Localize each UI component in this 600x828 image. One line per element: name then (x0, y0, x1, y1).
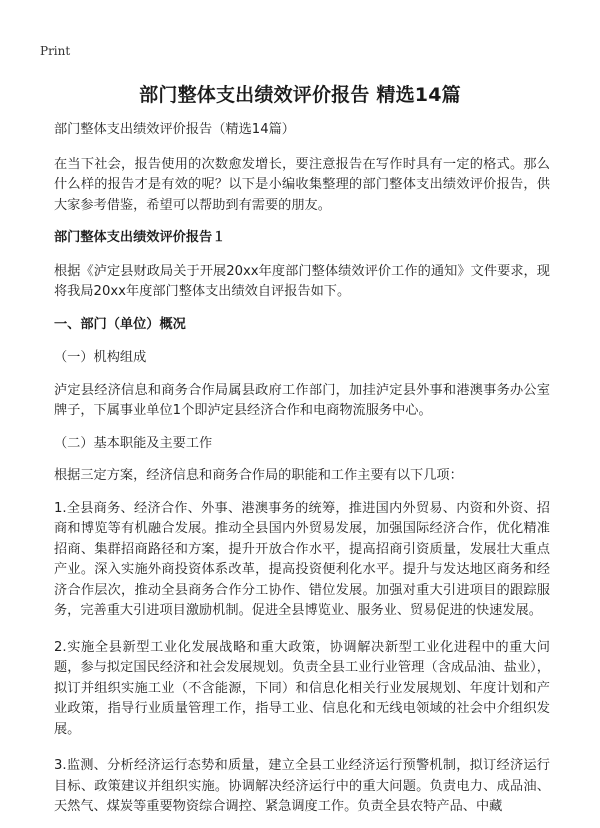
sub-1-paragraph: 泸定县经济信息和商务合作局属县政府工作部门，加挂泸定县外事和港澳事务办公室牌子，下属事业单位1个即泸定县经济合作和电商物流服务中心。 (54, 382, 550, 418)
print-link[interactable]: Print (40, 44, 71, 58)
list-item-1: 1.全县商务、经济合作、外事、港澳事务的统筹，推进国内外贸易、内资和外资、招商和博览等有机融合发展。推动全县国内外贸易发展，加强国际经济合作，优化精准招商、集群招商路径和方案，提升开放合作水平，提高招商引资质量，发展壮大重点产业。深入实施外商投资体系改革，提高投资便利化水平。提升与发达地区商务和经济合作层次，推动全县商务合作分工协作、错位发展。加强对重大引进项目的跟踪服务，完善重大引进项目激励机制。促进全县博览业、服务业、贸易促进的快速发展。 (54, 500, 550, 618)
list-item-2: 2.实施全县新型工业化发展战略和重大政策，协调解决新型工业化进程中的重大问题，参与拟定国民经济和社会发展规划。负责全县工业行业管理（含成品油、盐业），拟订并组织实施工业（不含能源，下同）和信息化相关行业发展规划、年度计划和产业政策，指导行业质量管理工作，指导工业、信息化和无线电领域的社会中介组织发展。 (54, 639, 550, 737)
part-1-heading: 一、部门（单位）概况 (54, 316, 186, 332)
list-item-3: 3.监测、分析经济运行态势和质量，建立全县工业经济运行预警机制，拟订经济运行目标、政策建议并组织实施。协调解决经济运行中的重大问题。负责电力、成品油、天然气、煤炭等重要物资综合调控、紧急调度工作。负责全县农特产品、中藏 (54, 758, 550, 814)
sub-1-heading: （一）机构组成 (54, 350, 147, 365)
sub-2-heading: （二）基本职能及主要工作 (54, 435, 213, 451)
document-body (54, 120, 550, 828)
document-title: 部门整体支出绩效评价报告 精选14篇 (139, 84, 461, 106)
section-1-paragraph: 根据《泸定县财政局关于开展20xx年度部门整体绩效评价工作的通知》文件要求，现将我局20xx年度部门整体支出绩效自评报告如下。 (54, 263, 550, 299)
intro-paragraph: 在当下社会，报告使用的次数愈发增长，要注意报告在写作时具有一定的格式。那么什么样的报告才是有效的呢？以下是小编收集整理的部门整体支出绩效评价报告，供大家参考借鉴，希望可以帮助到有需要的朋友。 (54, 156, 550, 213)
section-1-heading: 部门整体支出绩效评价报告１ (54, 230, 226, 245)
sub-2-paragraph: 根据三定方案，经济信息和商务合作局的职能和工作主要有以下几项： (54, 468, 463, 483)
document-subtitle: 部门整体支出绩效评价报告（精选14篇） (54, 122, 295, 137)
